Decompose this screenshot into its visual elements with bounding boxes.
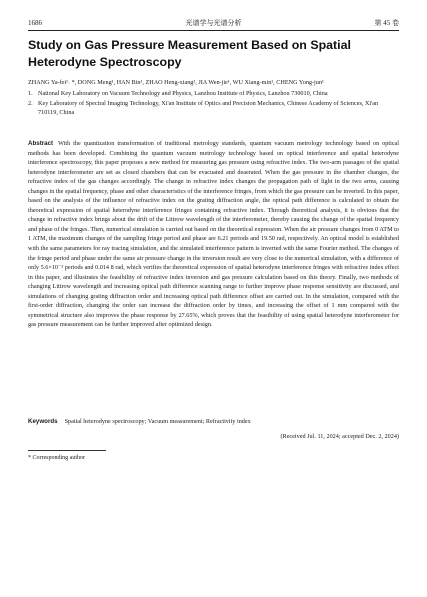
author-list: ZHANG Ya-fei¹˒ *, DONG Meng¹, HAN Bin¹, ZHAO Heng-xiang², JIA Wen-jie¹, WU Xiang-min¹, CHENG Yong-jun¹: [28, 79, 324, 86]
keywords-text: Spatial heterodyne spectroscopy; Vacuum measurement; Refractivity index: [64, 418, 251, 425]
received-dates: (Received Jul. 11, 2024; accepted Dec. 2, 2024): [280, 433, 399, 440]
affiliation-item: [28, 89, 399, 99]
abstract-text: With the quantization transformation of traditional metrology standards, quantum vacuum metrology technology based on optical methods has been developed. Combining the quantum vacuum metrology technology based on optical interference and spatial heterodyne interference spectroscopy, this paper proposes a new method for measuring gas pressure using refractive index. The two-arm passages of the spatial heterodyne interferometer are set as closed chambers that can be evacuated and deaerated. When the gas pressure in the chamber changes, the refractive index of the gas changes accordingly. The change in refractive index changes the propagation path of light in the two arms, causing changes in the spatial frequency, phase and other characteristics of the interference fringes, from which the gas pressure can be inverted. In this paper, based on the analysis of the influence of refractive index on the grating diffraction angle, the optical path difference is calculated to obtain the theoretical expression of spatial heterodyne interference fringes containing refractive index. Through theoretical analysis, it is obvious that the change in refractive index brings about the drift of the Littrow wavelength of the interferometer, thereby causing the change of the spatial frequency and phase of the fringes. Then, numerical simulation is carried out based on the theoretical expression. When the air pressure changes from 0 ATM to 1 ATM, the maximum changes of the sampling fringe period and phase are 6.21 periods and 19.50 rad, respectively. An optical model is established with the same parameters for ray tracing simulation, and the simulated interference pattern is inverted with the same Fourier method. The changes of the fringe period and phase under the same air pressure change in the inversion result are very close to the numerical simulation, with a difference of only 5.6×10⁻³ periods and 0.014 8 rad, which verifies the theoretical expression of spatial heterodyne interference fringes with refractive index effect in this paper, and illustrates the feasibility of refractive index inversion and gas pressure calculation based on this theory. Finally, two methods of changing Littrow wavelength and increasing optical path difference scanning range to further improve phase response sensitivity are discussed, and simulations of changing grating diffraction order and increasing optical path difference offset are carried out. In the simulation, compared with the first-order diffraction, changing the order can increase the diffraction order by times, and increasing the offset of 1 mm compared with the symmetrical structure also improves the phase response by 27.65%, which proves that the feasibility of using spatial heterodyne interferometer for gas pressure measurement can be further improved after optimized design.: [28, 140, 399, 329]
journal-name: 光谱学与光谱分析: [185, 19, 242, 27]
page-number: 1686: [28, 19, 42, 27]
running-header: [28, 17, 399, 29]
volume-number: 第 45 卷: [374, 19, 399, 27]
abstract-label: Abstract: [28, 140, 54, 147]
corresponding-author-footnote: * Corresponding author: [28, 455, 85, 461]
affiliation-text: Key Laboratory of Spectral Imaging Technology, Xi'an Institute of Optics and Precision Mechanics, Chinese Academy of Sciences, Xi'an 710119, China: [38, 99, 379, 117]
affiliations: [28, 89, 399, 118]
paper-title: Study on Gas Pressure Measurement Based on Spatial Heterodyne Spectroscopy: [28, 38, 351, 69]
keywords-label: Keywords: [28, 418, 58, 425]
keywords-block: [28, 417, 399, 426]
affiliation-text: National Key Laboratory on Vacuum Technology and Physics, Lanzhou Institute of Physics, Lanzhou 730010, China: [38, 90, 328, 97]
affiliation-number: 1.: [28, 90, 33, 97]
affiliation-item: [28, 99, 399, 118]
header-rule: [28, 30, 399, 31]
affiliation-number: 2.: [28, 99, 33, 107]
footnote-rule: [28, 450, 106, 451]
abstract-block: [28, 139, 399, 330]
